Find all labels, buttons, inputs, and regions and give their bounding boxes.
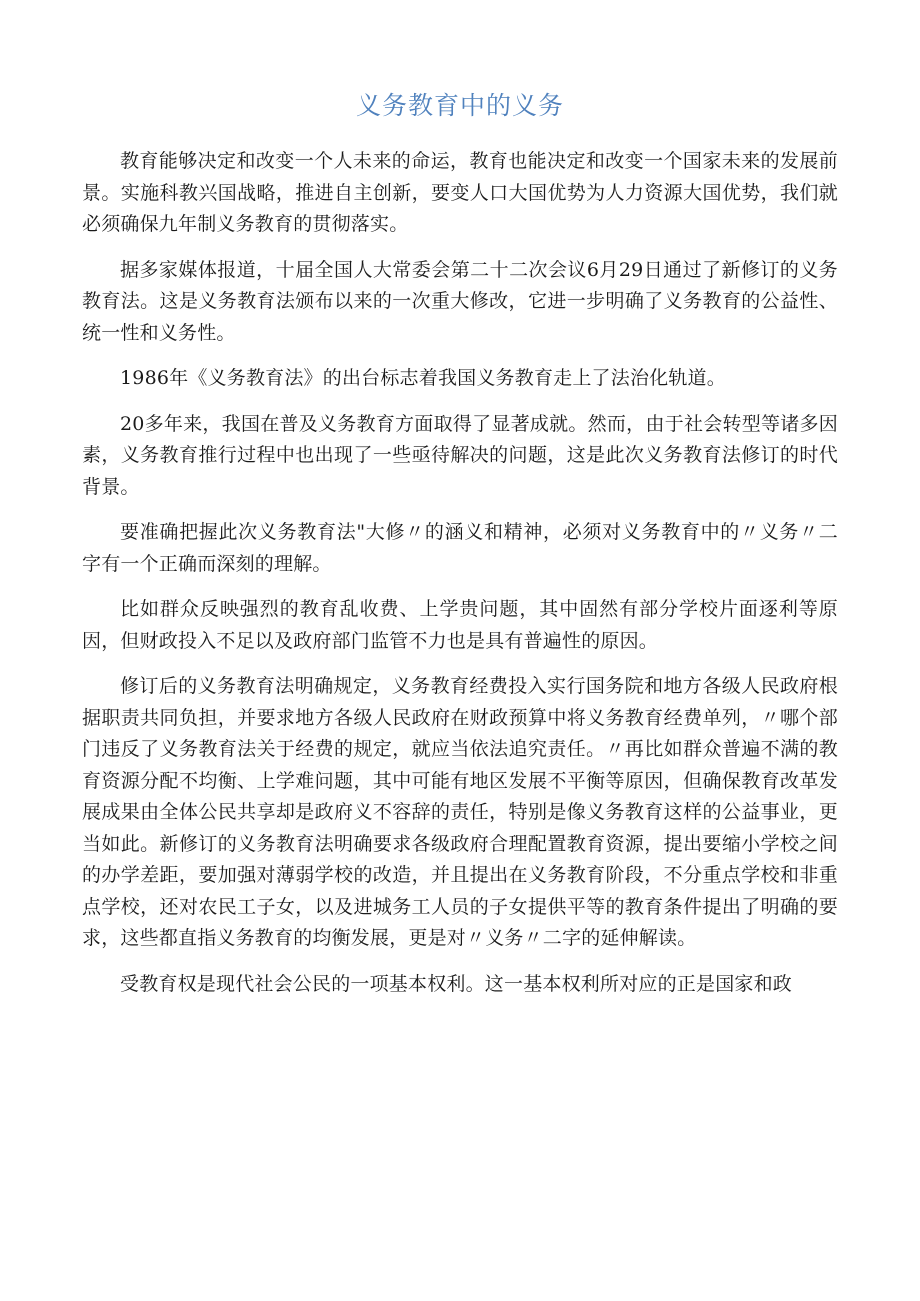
document-title: 义务教育中的义务 (355, 91, 564, 120)
paragraph-1: 教育能够决定和改变一个人未来的命运，教育也能决定和改变一个国家未来的发展前景。实施科教兴国战略，推进自主创新，要变人口大国优势为人力资源大国优势，我们就必须确保九年制义务教育的贯彻落实。 (82, 150, 838, 235)
document-body (82, 146, 838, 1014)
paragraph-6: 比如群众反映强烈的教育乱收费、上学贵问题，其中固然有部分学校片面逐利等原因，但财政投入不足以及政府部门监管不力也是具有普遍性的原因。 (82, 598, 838, 652)
paragraph-8: 受教育权是现代社会公民的一项基本权利。这一基本权利所对应的正是国家和政 (120, 972, 793, 995)
paragraph-3: 1986年《义务教育法》的出台标志着我国义务教育走上了法治化轨道。 (120, 367, 726, 389)
paragraph-2: 据多家媒体报道，十届全国人大常委会第二十二次会议6月29日通过了新修订的义务教育法。这是义务教育法颁布以来的一次重大修改，它进一步明确了义务教育的公益性、统一性和义务性。 (82, 258, 838, 344)
paragraph-7: 修订后的义务教育法明确规定，义务教育经费投入实行国务院和地方各级人民政府根据职责共同负担，并要求地方各级人民政府在财政预算中将义务教育经费单列，〃哪个部门违反了义务教育法关于经费的规定，就应当依法追究责任。〃再比如群众普遍不满的教育资源分配不均衡、上学难问题，其中可能有地区发展不平衡等原因，但确保教育改革发展成果由全体公民共享却是政府义不容辞的责任，特别是像义务教育这样的公益事业，更当如此。新修订的义务教育法明确要求各级政府合理配置教育资源，提出要缩小学校之间的办学差距，要加强对薄弱学校的改造，并且提出在义务教育阶段，不分重点学校和非重点学校，还对农民工子女，以及进城务工人员的子女提供平等的教育条件提出了明确的要求，这些都直指义务教育的均衡发展，更是对〃义务〃二字的延伸解读。 (82, 675, 838, 949)
paragraph-4: 20多年来，我国在普及义务教育方面取得了显著成就。然而，由于社会转型等诸多因素，义务教育推行过程中也出现了一些亟待解决的问题，这是此次义务教育法修订的时代背景。 (82, 412, 838, 498)
paragraph-5: 要准确把握此次义务教育法"大修〃的涵义和精神，必须对义务教育中的〃义务〃二字有一个正确而深刻的理解。 (82, 521, 838, 575)
